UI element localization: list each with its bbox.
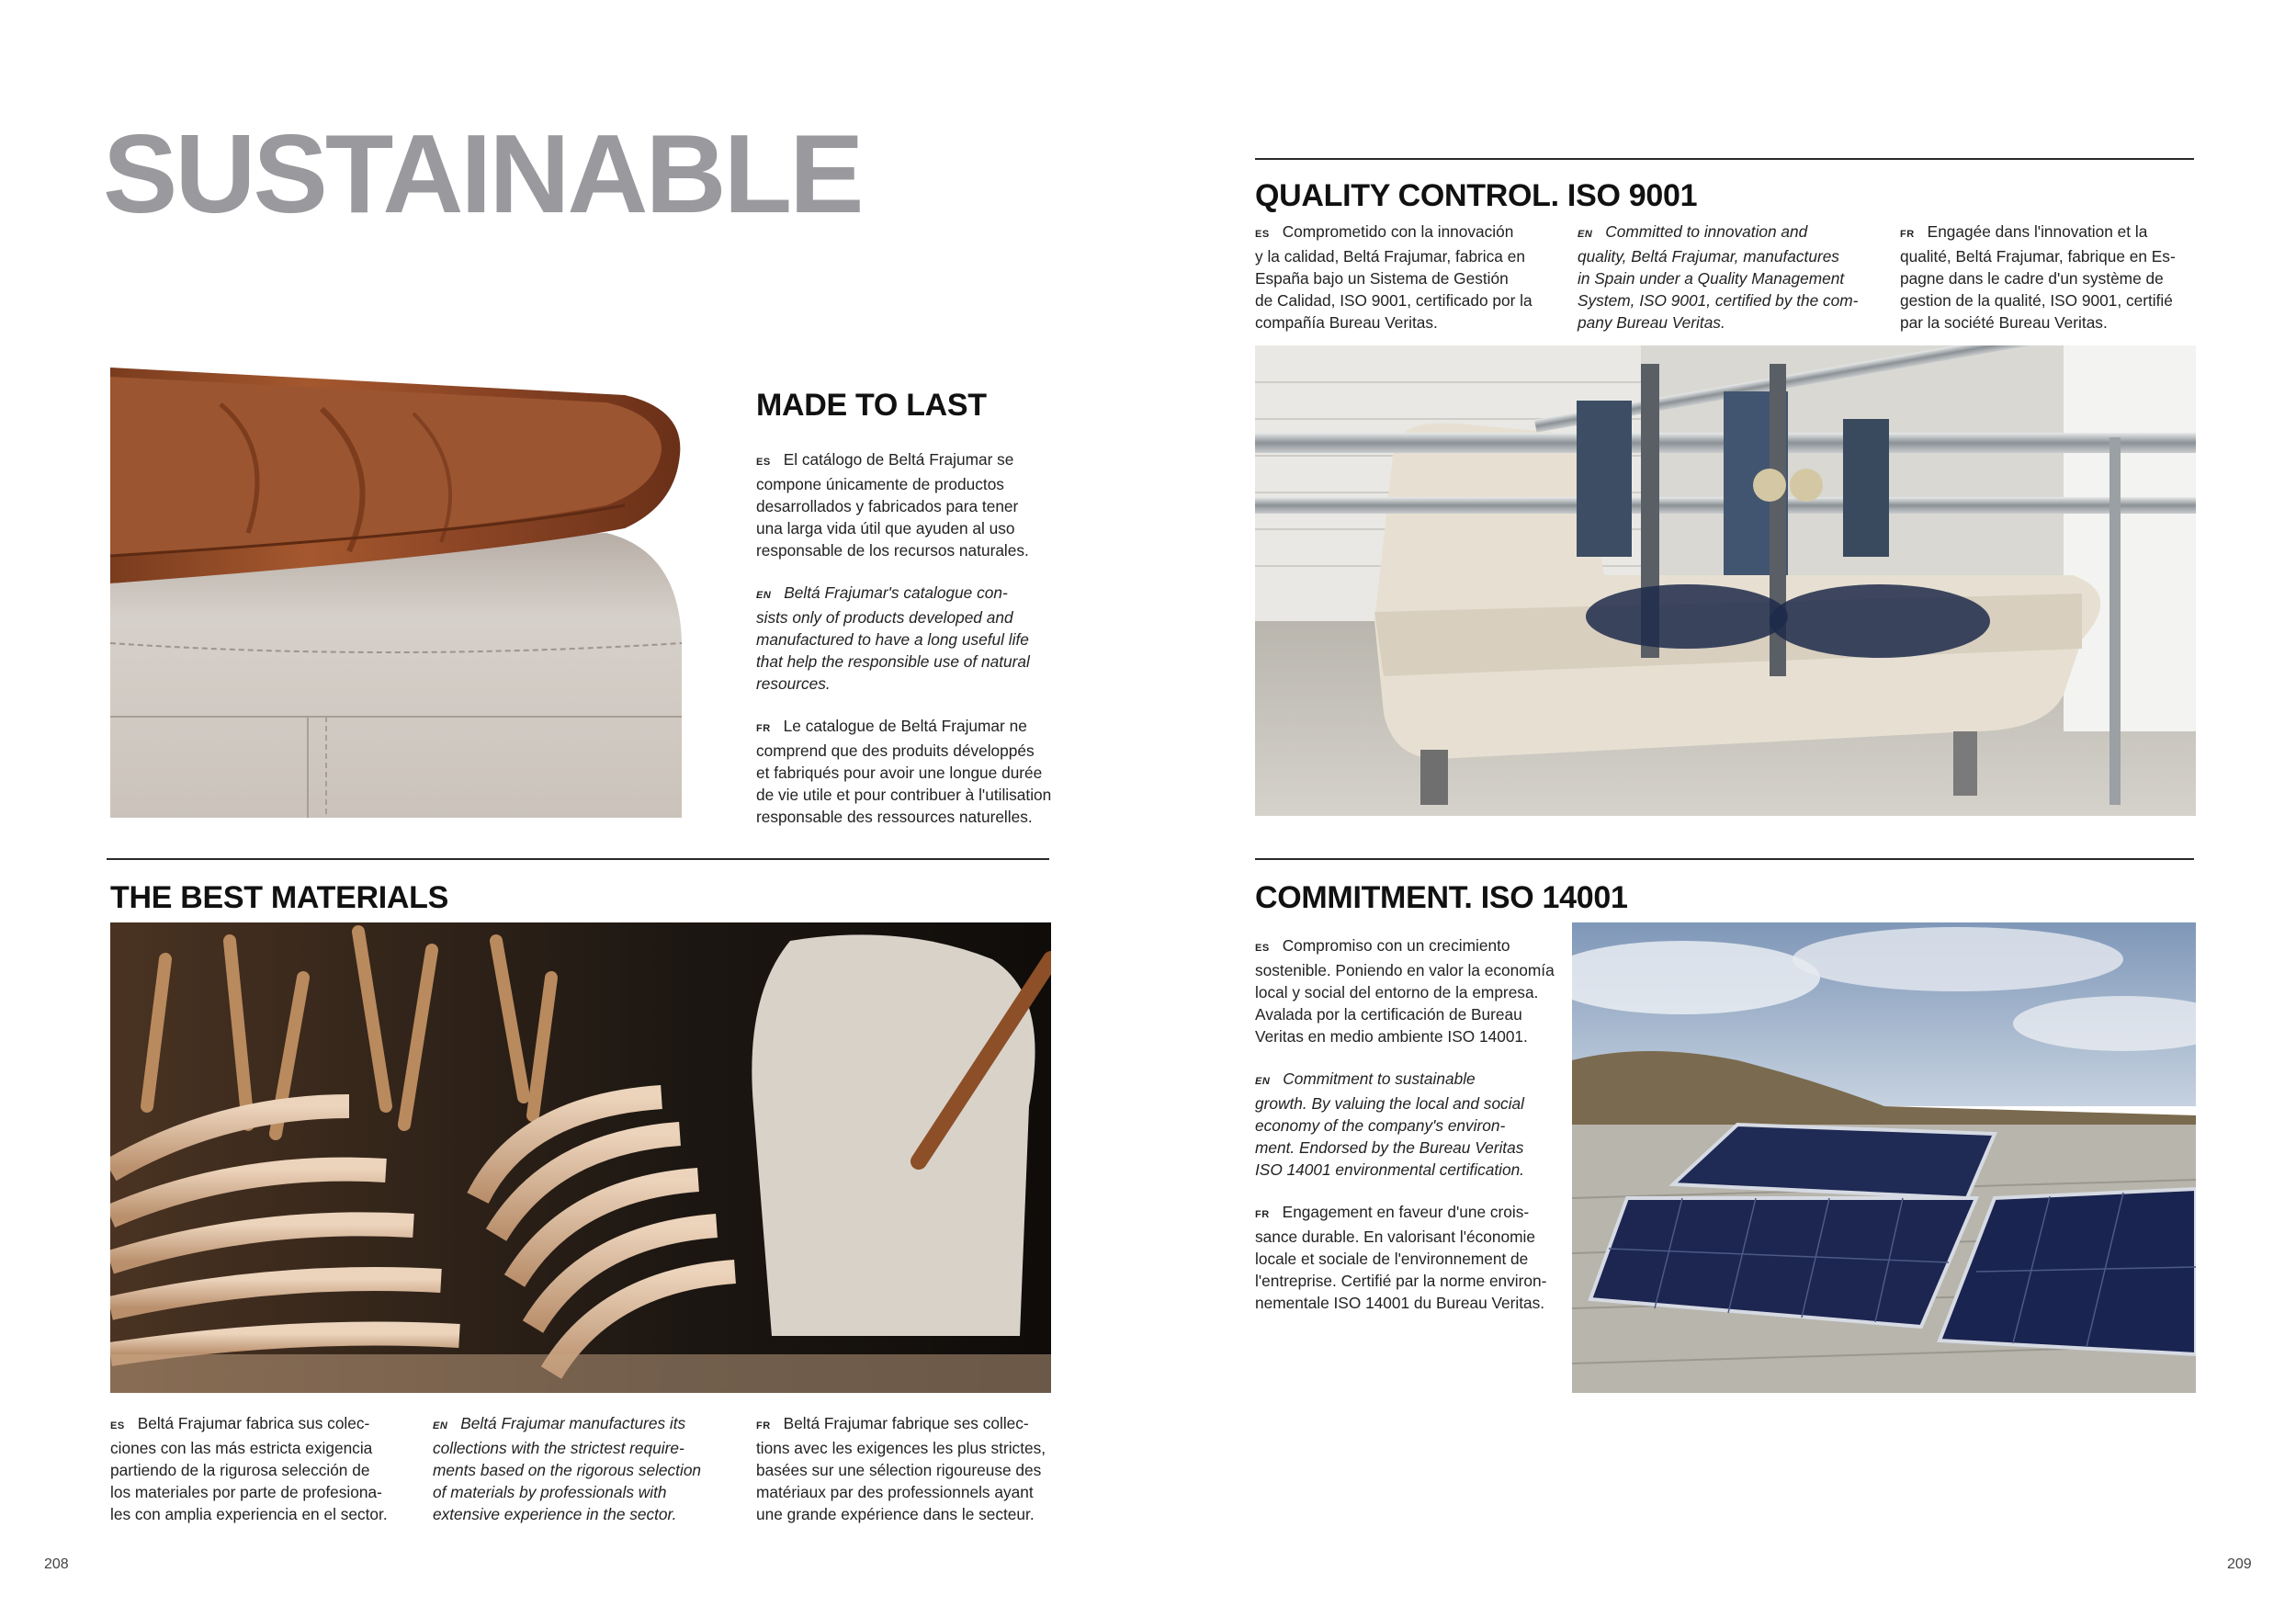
commitment-title: COMMITMENT. ISO 14001 [1255, 880, 1628, 915]
lang-tag-en: EN [756, 590, 772, 601]
commitment-divider [1255, 858, 2194, 860]
commitment-es: ES Compromiso con un crecimiento sostenible. Poniendo en valor la economía local y social del entorno de la empresa. Avalada por la certificación de Bureau Veritas en medio ambiente ISO 14001. [1255, 936, 1555, 1046]
wood-tray-photo [110, 368, 684, 818]
commitment-text [1255, 934, 1567, 1334]
made-to-last-fr: FR Le catalogue de Beltá Frajumar ne comprend que des produits développés et fabriqués pour avoir une longue durée de vie utile et pour contribuer à l'utilisation responsable des ressources naturelles. [756, 717, 1052, 826]
quality-divider [1255, 158, 2194, 160]
made-to-last-es: ES El catálogo de Beltá Frajumar se compone únicamente de productos desarrollados y fabricados para tener una larga vida útil que ayuden al uso responsable de los recursos naturales. [756, 450, 1029, 560]
materials-es: ES Beltá Frajumar fabrica sus colec- ciones con las más estricta exigencia partiendo de la rigurosa selección de los materiales por parte de profesiona- les con amplia experiencia en el sector. [110, 1414, 388, 1523]
materials-divider [107, 858, 1049, 860]
page-number-right: 209 [2227, 1556, 2252, 1572]
wood-frames-photo [110, 922, 1051, 1393]
commitment-fr: FR Engagement en faveur d'une crois- sance durable. En valorisant l'économie locale et sociale de l'environnement de l'entreprise. Certifié par la norme environ- nementale ISO 14001 du Bureau Veritas. [1255, 1203, 1547, 1312]
lang-tag-es: ES [756, 457, 771, 468]
sofa-testing-machine-photo [1255, 345, 2196, 816]
materials-fr: FR Beltá Frajumar fabrique ses collec- tions avec les exigences les plus strictes, basées sur une sélection rigoureuse des matériaux par des professionnels ayant une grande expérience dans le secteur. [756, 1414, 1046, 1523]
solar-panels-photo [1572, 922, 2196, 1393]
page-number-left: 208 [44, 1556, 69, 1572]
made-to-last-text [756, 448, 1069, 848]
page-title: SUSTAINABLE [103, 111, 862, 236]
made-to-last-title: MADE TO LAST [756, 388, 987, 423]
commitment-en: EN Commitment to sustainable growth. By valuing the local and social economy of the company's environ- ment. Endorsed by the Bureau Veritas ISO 14001 environmental certification. [1255, 1069, 1524, 1179]
quality-fr: FR Engagée dans l'innovation et la qualité, Beltá Frajumar, fabrique en Es- pagne dans le cadre d'un système de gestion de la qualité, ISO 9001, certifié par la société Bureau Veritas. [1900, 222, 2176, 332]
quality-es: ES Comprometido con la innovación y la calidad, Beltá Frajumar, fabrica en España bajo un Sistema de Gestión de Calidad, ISO 9001, certificado por la compañía Bureau Veritas. [1255, 222, 1533, 332]
materials-en: EN Beltá Frajumar manufactures its collections with the strictest require- ments based on the rigorous selection of materials by professionals with extensive experience in the sector. [433, 1414, 702, 1523]
quality-title: QUALITY CONTROL. ISO 9001 [1255, 178, 1698, 213]
quality-en: EN Committed to innovation and quality, Beltá Frajumar, manufactures in Spain under a Quality Management System, ISO 9001, certified by the com- pany Bureau Veritas. [1578, 222, 1859, 332]
lang-tag-fr: FR [756, 723, 771, 734]
materials-title: THE BEST MATERIALS [110, 880, 448, 915]
made-to-last-en: EN Beltá Frajumar's catalogue con- sists only of products developed and manufactured to have a long useful life that help the responsible use of natural resources. [756, 583, 1030, 693]
